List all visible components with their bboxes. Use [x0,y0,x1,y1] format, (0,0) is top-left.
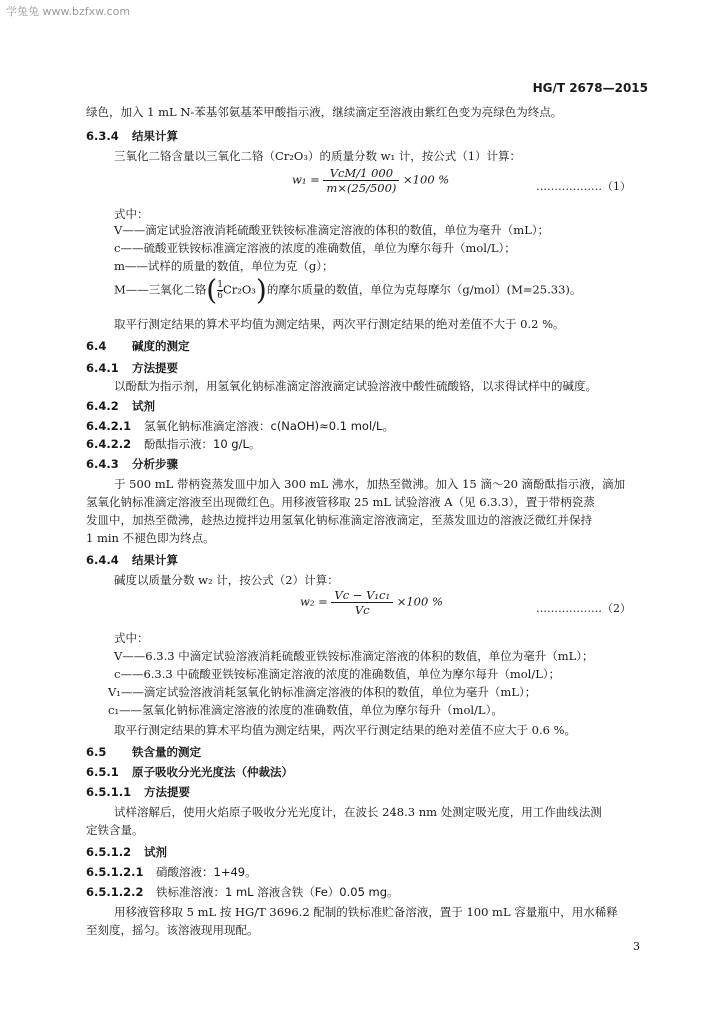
section-title: 试剂 [144,845,167,859]
section-heading-6-5-1-1 [86,784,190,800]
definition-prefix: M——三氧化二铬 [114,282,207,297]
section-title: 酚酞指示液：10 g/L。 [144,437,261,451]
section-heading-6-5-1 [86,764,293,780]
section-number: 6.5.1.1 [86,785,132,799]
section-title: 碱度的测定 [132,339,190,353]
text-line: 于 500 mL 带柄瓷蒸发皿中加入 300 mL 沸水，加热至微沸。加入 15 滴～20 滴酚酞指示液，滴加 [114,477,626,491]
section-heading-6-4-2 [86,398,155,414]
section-heading-6-4-2-2 [86,436,260,452]
section-number: 6.5.1.2.1 [86,865,144,879]
section-heading-6-4-2-1 [86,418,394,434]
text-line: 式中： [114,207,149,221]
section-title: 方法提要 [132,361,178,375]
formula-number: ………………（2） [536,602,631,615]
text-line: 以酚酞为指示剂，用氢氧化钠标准滴定溶液滴定试验溶液中酸性硫酸铬，以求得试样中的碱度。 [114,379,597,393]
document-number: HG/T 2678—2015 [532,81,648,95]
text-line: 发皿中，加热至微沸，趁热边搅拌边用氢氧化钠标准滴定溶液滴定，至蒸发皿边的溶液泛微红并保持 [86,513,592,527]
section-title: 方法提要 [144,785,190,799]
text-line: 碱度以质量分数 w₂ 计，按公式（2）计算： [114,573,339,587]
definition-suffix: 的摩尔质量的数值，单位为克每摩尔（g/mol）(M=25.33)。 [266,282,582,297]
text-line: 绿色，加入 1 mL N-苯基邻氨基苯甲酸指示液，继续滴定至溶液由紫红色变为亮绿色为终点。 [86,105,563,119]
section-heading-6-5-1-2 [86,844,167,860]
section-title: 氢氧化钠标准滴定溶液：c(NaOH)≈0.1 mol/L。 [144,419,394,433]
section-number: 6.5.1.2 [86,845,132,859]
variable-definition: c₁——氢氧化钠标准滴定溶液的浓度的准确数值，单位为摩尔每升（mol/L）。 [108,703,503,717]
variable-definition: V——滴定试验溶液消耗硫酸亚铁铵标准滴定溶液的体积的数值，单位为毫升（mL）； [114,223,550,237]
variable-definition: c——硫酸亚铁铵标准滴定溶液的浓度的准确数值，单位为摩尔每升（mol/L）； [114,241,516,255]
section-heading-6-4-4 [86,552,178,568]
fraction-denominator: 6 [217,291,223,301]
section-number: 6.4.1 [86,361,119,375]
section-title: 结果计算 [132,129,178,143]
section-number: 6.3.4 [86,129,119,143]
text-line: 取平行测定结果的算术平均值为测定结果，两次平行测定结果的绝对差值不大于 0.2 %。 [114,317,565,331]
text-line: 至刻度，摇匀。该溶液现用现配。 [86,923,259,937]
section-number: 6.5.1.2.2 [86,885,144,899]
formula-fraction [331,588,393,617]
section-title: 原子吸收分光光度法（仲裁法） [132,765,293,779]
formula-numerator: Vc − V₁c₁ [331,588,393,603]
formula-term: Cr₂O₃ [222,282,256,297]
section-number: 6.4.3 [86,457,119,471]
page-number: 3 [633,940,640,953]
section-number: 6.5.1 [86,765,119,779]
variable-definition [114,273,582,307]
formula-lhs: w₂ = [300,594,328,609]
section-title: 分析步骤 [132,457,178,471]
formula-fraction [323,166,399,195]
section-heading-6-3-4 [86,128,178,144]
text-line: 氢氧化钠标准滴定溶液至出现微红色。用移液管移取 25 mL 试验溶液 A（见 6.3.3），置于带柄瓷蒸 [86,495,595,509]
section-heading-6-5-1-2-1 [86,864,257,880]
text-line: 式中： [114,631,149,645]
formula-2 [300,588,443,617]
watermark: 学兔兔 www.bzfxw.com [6,5,131,18]
text-line: 定铁含量。 [86,823,144,837]
variable-definition: c——6.3.3 中硫酸亚铁铵标准滴定溶液的浓度的准确数值，单位为摩尔每升（mol/L）； [114,667,561,681]
section-heading-6-4-1 [86,360,178,376]
section-number: 6.4.2.1 [86,419,132,433]
text-line: 1 min 不褪色即为终点。 [86,531,215,545]
section-heading-6-5 [86,744,201,760]
formula-lhs: w₁ = [292,172,320,187]
formula-tail: ×100 % [396,594,443,609]
text-line: 取平行测定结果的算术平均值为测定结果，两次平行测定结果的绝对差值不应大于 0.6 %。 [114,723,577,737]
section-number: 6.4.2.2 [86,437,132,451]
formula-tail: ×100 % [403,172,450,187]
section-title: 试剂 [132,399,155,413]
variable-definition: V₁——滴定试验溶液消耗氢氧化钠标准滴定溶液的体积的数值，单位为毫升（mL）； [108,685,537,699]
section-heading-6-5-1-2-2 [86,884,399,900]
text-line: 用移液管移取 5 mL 按 HG/T 3696.2 配制的铁标准贮备溶液，置于 100 mL 容量瓶中，用水稀释 [114,905,618,919]
section-heading-6-4 [86,338,190,354]
formula-denominator: Vc [354,603,370,617]
text-line: 试样溶解后，使用火焰原子吸收分光光度计，在波长 248.3 nm 处测定吸光度，用工作曲线法测 [114,805,602,819]
formula-1 [292,166,449,195]
left-paren: ( [206,273,218,307]
right-paren: ) [255,273,267,307]
section-title: 铁含量的测定 [132,745,201,759]
variable-definition: V——6.3.3 中滴定试验溶液消耗硫酸亚铁铵标准滴定溶液的体积的数值，单位为毫升（mL）； [114,649,594,663]
formula-denominator: m×(25/500) [326,181,397,195]
section-title: 结果计算 [132,553,178,567]
section-title: 硝酸溶液：1+49。 [156,865,257,879]
section-number: 6.4.2 [86,399,119,413]
section-title: 铁标准溶液：1 mL 溶液含铁（Fe）0.05 mg。 [156,885,399,899]
section-number: 6.5 [86,745,107,759]
section-heading-6-4-3 [86,456,178,472]
formula-number: ………………（1） [536,180,631,193]
variable-definition: m——试样的质量的数值，单位为克（g）； [114,259,334,273]
formula-numerator: VcM/1 000 [323,166,399,181]
text-line: 三氧化二铬含量以三氧化二铬（Cr₂O₃）的质量分数 w₁ 计，按公式（1）计算： [114,149,522,163]
section-number: 6.4.4 [86,553,119,567]
section-number: 6.4 [86,339,107,353]
fraction-numerator: 1 [217,280,223,290]
